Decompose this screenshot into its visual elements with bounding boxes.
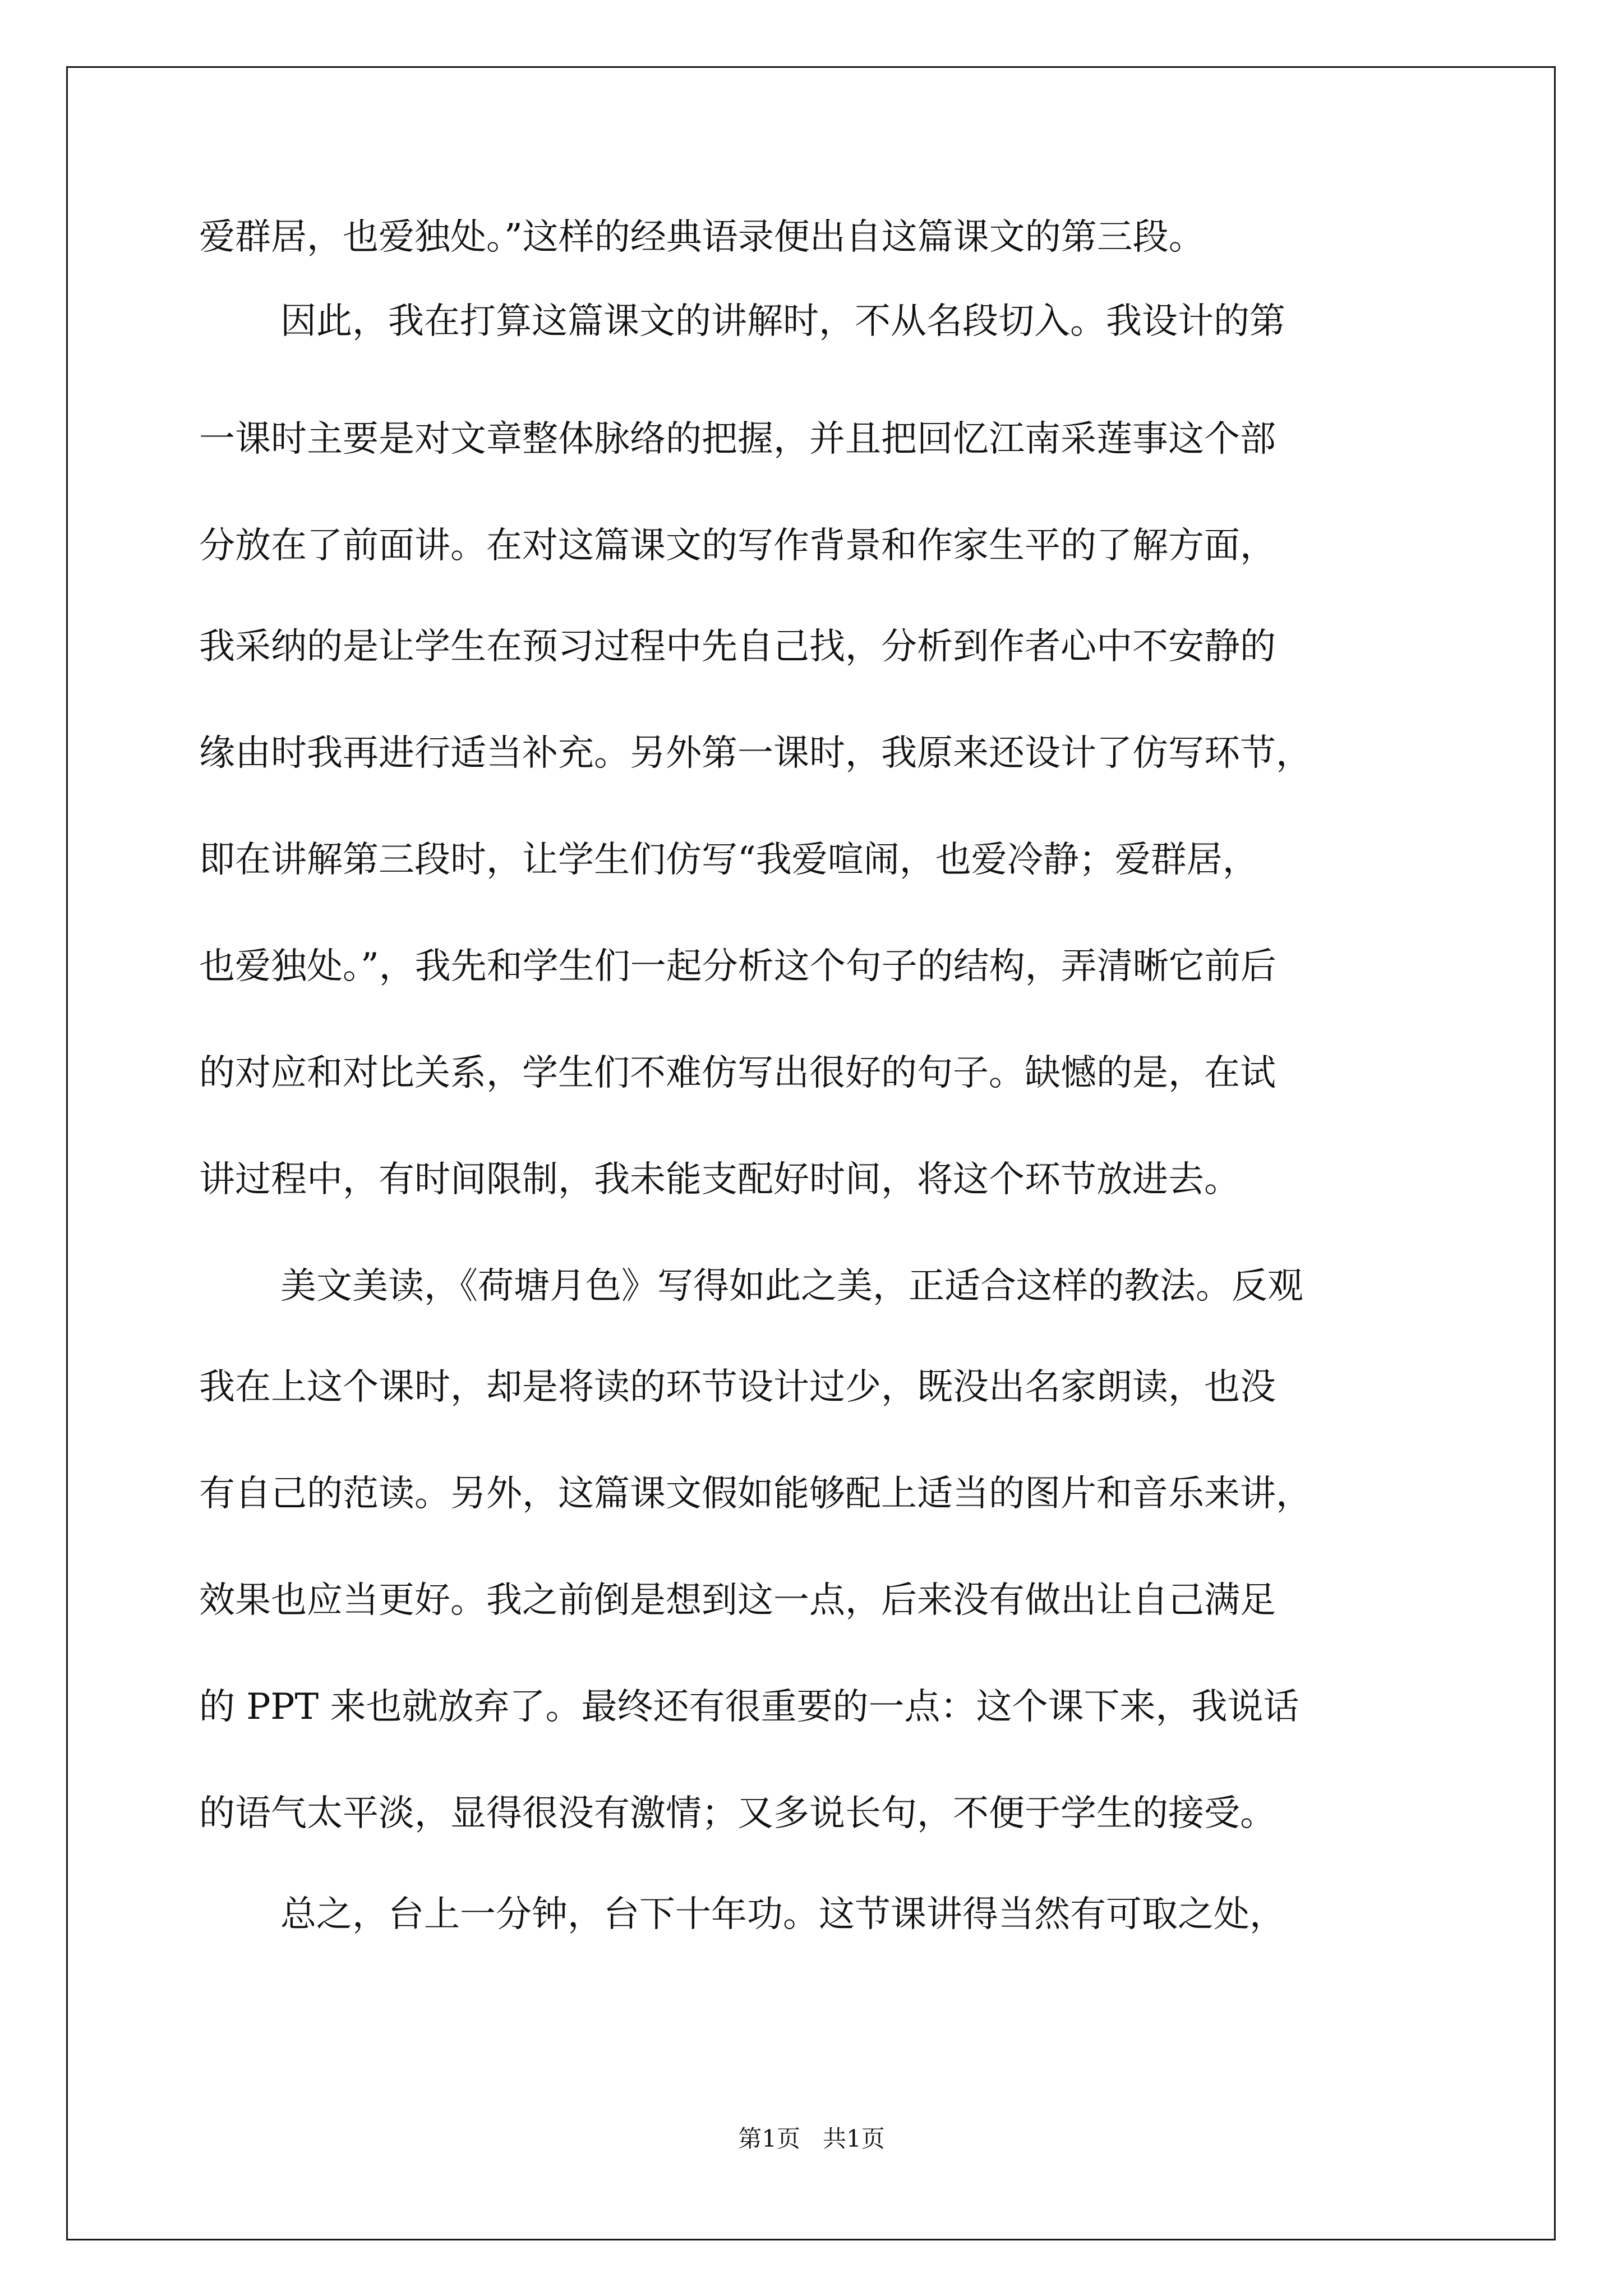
text-line: 爱群居，也爱独处。”这样的经典语录便出自这篇课文的第三段。 bbox=[199, 217, 1205, 258]
text-line: 讲过程中，有时间限制，我未能支配好时间，将这个环节放进去。 bbox=[199, 1159, 1240, 1200]
page-number-footer: 第1页 共1页 bbox=[738, 2125, 885, 2152]
text-line: 美文美读，《荷塘月色》写得如此之美，正适合这样的教法。反观 bbox=[280, 1266, 1303, 1307]
text-line: 即在讲解第三段时，让学生们仿写“我爱喧闹，也爱冷静；爱群居， bbox=[199, 839, 1258, 881]
text-line: 的语气太平淡，显得很没有激情；又多说长句，不便于学生的接受。 bbox=[199, 1793, 1276, 1834]
text-line: 因此，我在打算这篇课文的讲解时，不从名段切入。我设计的第 bbox=[280, 301, 1285, 342]
text-line: 一课时主要是对文章整体脉络的把握，并且把回忆江南采莲事这个部 bbox=[199, 418, 1276, 460]
text-line: 缘由时我再进行适当补充。另外第一课时，我原来还设计了仿写环节， bbox=[199, 733, 1312, 774]
text-line: 的 PPT 来也就放弃了。最终还有很重要的一点：这个课下来，我说话 bbox=[199, 1686, 1299, 1728]
text-line: 的对应和对比关系，学生们不难仿写出很好的句子。缺憾的是，在试 bbox=[199, 1052, 1276, 1094]
text-line: 总之，台上一分钟，台下十年功。这节课讲得当然有可取之处， bbox=[280, 1894, 1285, 1935]
text-line: 分放在了前面讲。在对这篇课文的写作背景和作家生平的了解方面， bbox=[199, 525, 1276, 567]
text-line: 有自己的范读。另外，这篇课文假如能够配上适当的图片和音乐来讲， bbox=[199, 1473, 1312, 1515]
text-line: 效果也应当更好。我之前倒是想到这一点，后来没有做出让自己满足 bbox=[199, 1580, 1276, 1621]
text-line: 我在上这个课时，却是将读的环节设计过少，既没出名家朗读，也没 bbox=[199, 1366, 1276, 1408]
text-line: 我采纳的是让学生在预习过程中先自己找，分析到作者心中不安静的 bbox=[199, 626, 1276, 668]
text-line: 也爱独处。”，我先和学生们一起分析这个句子的结构，弄清晰它前后 bbox=[199, 946, 1276, 987]
